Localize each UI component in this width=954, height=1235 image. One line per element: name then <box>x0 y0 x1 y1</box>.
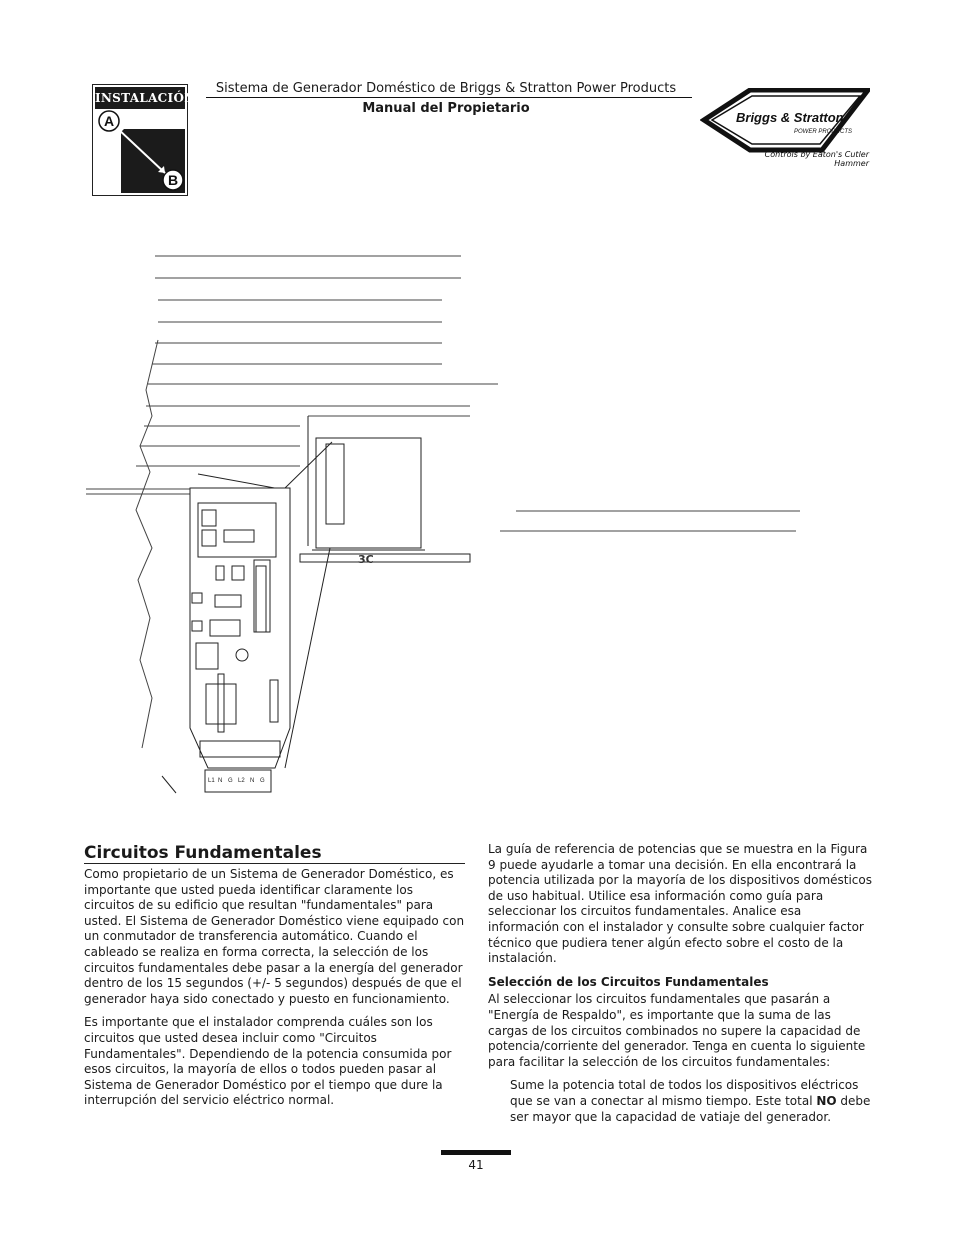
control-panel <box>162 488 290 793</box>
body-paragraph: Al seleccionar los circuitos fundamentales que pasarán a "Energía de Respaldo", es importante que la suma de las cargas de los circuitos combinados no supere la capacidad de potencia/corriente del generador. Tenga en cuenta lo siguiente para facilitar la selección de los circuitos fundamentales: <box>488 992 866 1069</box>
terminal-label: N <box>218 778 223 784</box>
document-title: Sistema de Generador Doméstico de Briggs & Stratton Power Products <box>215 81 677 96</box>
section-rule <box>84 863 465 864</box>
logo-sub: POWER PRODUCTS <box>794 129 853 135</box>
document-subtitle: Manual del Propietario <box>362 101 530 116</box>
terminal-label: L2 <box>238 778 245 784</box>
left-column <box>84 867 466 1117</box>
terminal-label: L1 <box>208 778 215 784</box>
figure-label-3c: 3C <box>358 553 374 566</box>
body-paragraph: Es importante que el instalador comprenda cuáles son los circuitos que usted desea incluir como "Circuitos Fundamentales". Dependiendo de la potencia consumida por esos circuitos, la mayoría de ellos o todos pueden pasar al Sistema de Generador Doméstico por el tiempo que dure la interrupción del servicio eléctrico normal. <box>84 1015 452 1108</box>
terminal-label: G <box>228 778 233 784</box>
badge-label: INSTALACIÓN <box>95 87 185 109</box>
logo-brand: Briggs & Stratton <box>736 110 844 125</box>
title-rule <box>206 97 692 98</box>
page-number: 41 <box>468 1158 484 1172</box>
installation-figure <box>80 248 890 808</box>
terminal-label: G <box>260 778 265 784</box>
note-emphasis: NO <box>816 1093 837 1108</box>
badge-point-b: B <box>167 172 179 188</box>
note-text: debe ser mayor que la capacidad de vatiaje del generador. <box>510 1093 871 1124</box>
page-number-bar <box>441 1150 511 1155</box>
note-text: Sume la potencia total de todos los dispositivos eléctricos que se van a conectar al mismo tiempo. Este total <box>510 1078 859 1108</box>
a-to-b-arrow-icon <box>93 85 189 197</box>
logo-caption: Controls by Eaton's Cutler Hammer <box>764 150 869 168</box>
indented-note <box>488 1078 872 1125</box>
right-column <box>488 842 872 1133</box>
subheading: Selección de los Circuitos Fundamentales <box>488 974 769 989</box>
body-paragraph: Como propietario de un Sistema de Generador Doméstico, es importante que usted pueda identificar claramente los circuitos de su edificio que resultan "fundamentales" para usted. El Sistema de Generador Doméstico viene equipado con un conmutador de transferencia automático. Cuando el cableado se realiza en forma correcta, la selección de los circuitos fundamentales debe pasar a la energía del generador dentro de los 15 segundos (+/- 5 segundos) después de que el generador haya sido conectado y puesto en funcionamiento. <box>84 867 465 1006</box>
installation-badge <box>92 84 196 196</box>
panel-terminal-labels <box>208 778 265 784</box>
terminal-label: N <box>250 778 255 784</box>
section-title: Circuitos Fundamentales <box>84 843 322 863</box>
intro-paragraph: La guía de referencia de potencias que se muestra en la Figura 9 puede ayudarle a tomar una decisión. En ella encontrará la potencia utilizada por la mayoría de los dispositivos domésticos de uso habitual. Utilice esa información como guía para seleccionar los circuitos fundamentales. Analice esa información con el instalador y consulte sobre cualquier factor técnico que pudiera tener algún efecto sobre el costo de la instalación. <box>488 842 872 966</box>
badge-point-a: A <box>103 113 115 129</box>
